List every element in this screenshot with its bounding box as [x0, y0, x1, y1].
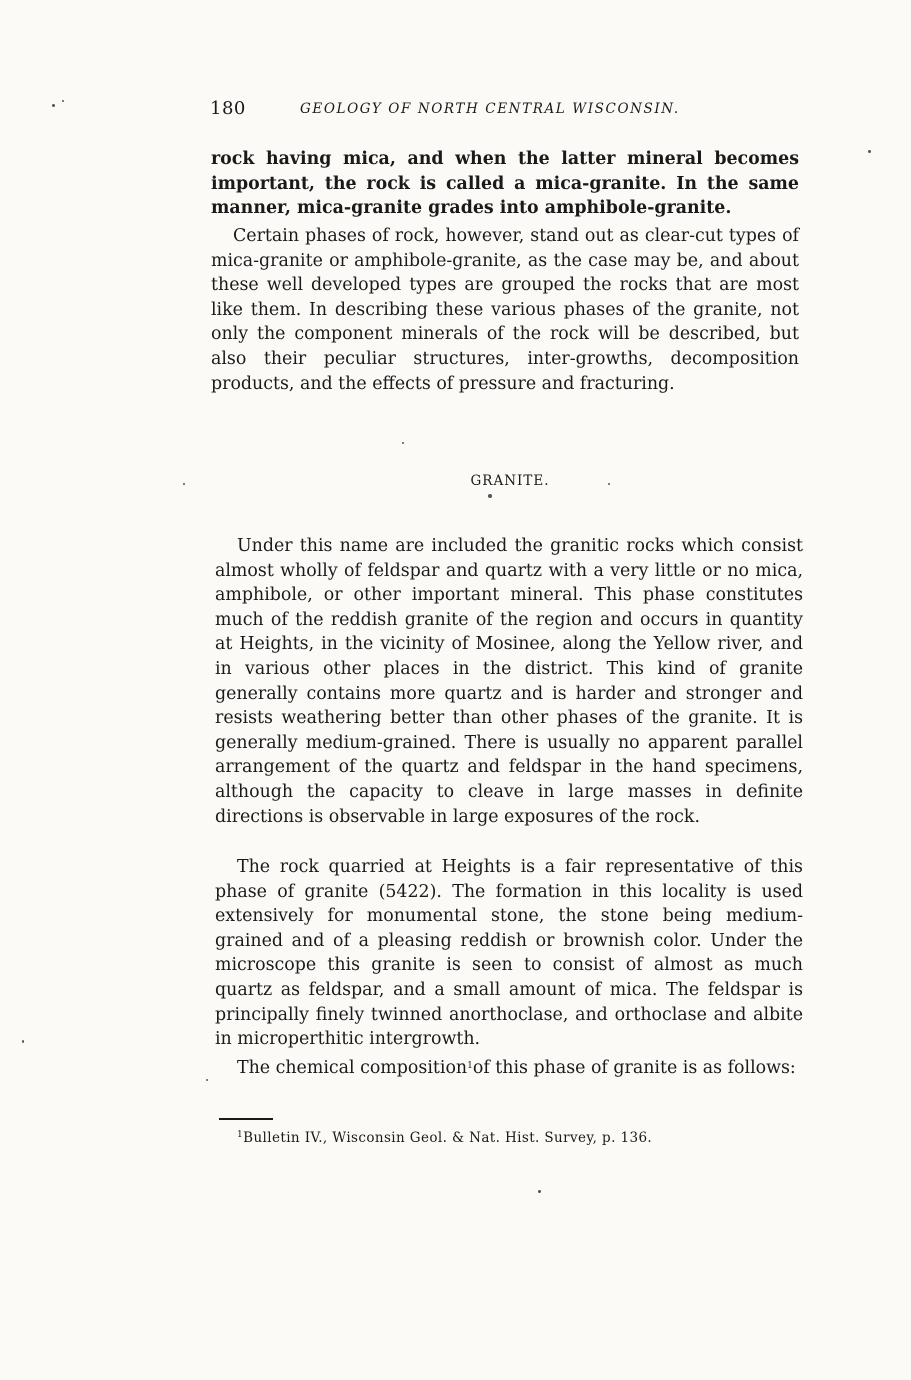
footnote	[237, 1130, 652, 1146]
footnote-reference: 1	[467, 1061, 473, 1071]
footnote-rule	[219, 1118, 273, 1120]
scan-speck	[62, 100, 64, 102]
paragraph-heights-quarry: The rock quarried at Heights is a fair representative of this phase of granite (5422). The formation in this locality is used extensively for monumental stone, the stone being medium-grained and of a pleasing reddish or brownish color. Under the microscope this granite is seen to consist of almost as much quartz as feldspar, and a small amount of mica. The feldspar is principally finely twinned anorthoclase, and orthoclase and albite in microperthitic intergrowth.	[215, 857, 803, 1050]
paragraph-chemical-composition	[215, 1054, 803, 1081]
scan-speck	[402, 442, 404, 444]
paragraph-continuation: rock having mica, and when the latter mineral becomes important, the rock is called a mica-granite. In the same manner, mica-granite grades into amphibole-granite.	[211, 149, 799, 219]
scan-speck	[868, 150, 871, 153]
page-header	[210, 98, 800, 126]
scan-speck	[52, 104, 55, 107]
scan-speck	[22, 1040, 24, 1043]
paragraph-granite-description: Under this name are included the granitic rocks which consist almost wholly of feldspar and quartz with a very little or no mica, amphibole, or other important mineral. This phase constitutes much of the reddish granite of the region and occurs in quantity at Heights, in the vicinity of Mosinee, along the Yellow river, and in various other places in the district. This kind of granite generally contains more quartz and is harder and stronger and resists weathering better than other phases of the granite. It is generally medium-grained. There is usually no apparent parallel arrangement of the quartz and feldspar in the hand specimens, although the capacity to cleave in large masses in definite directions is observable in large exposures of the rock.	[215, 536, 803, 827]
paragraph-text-before-ref: The chemical composition	[237, 1058, 468, 1078]
scan-speck	[608, 483, 610, 485]
scan-speck	[183, 483, 185, 485]
paragraph-text-after-ref: of this phase of granite is as follows:	[472, 1058, 796, 1078]
scan-speck	[538, 1190, 541, 1193]
scan-speck	[206, 1079, 208, 1081]
paragraph-phases: Certain phases of rock, however, stand out as clear-cut types of mica-granite or amphibole-granite, as the case may be, and about these well developed types are grouped the rocks that are most like them. In describing these various phases of the granite, not only the component minerals of the rock will be described, but also their peculiar structures, inter-growths, decomposition products, and the effects of pressure and fracturing.	[211, 226, 799, 394]
footnote-mark: 1	[237, 1130, 244, 1140]
page-number: 180	[210, 98, 246, 119]
running-head: GEOLOGY OF NORTH CENTRAL WISCONSIN.	[300, 101, 680, 117]
section-heading: GRANITE.	[470, 473, 550, 489]
footnote-text: Bulletin IV., Wisconsin Geol. & Nat. Hist. Survey, p. 136.	[243, 1130, 653, 1146]
scan-speck	[488, 494, 492, 498]
